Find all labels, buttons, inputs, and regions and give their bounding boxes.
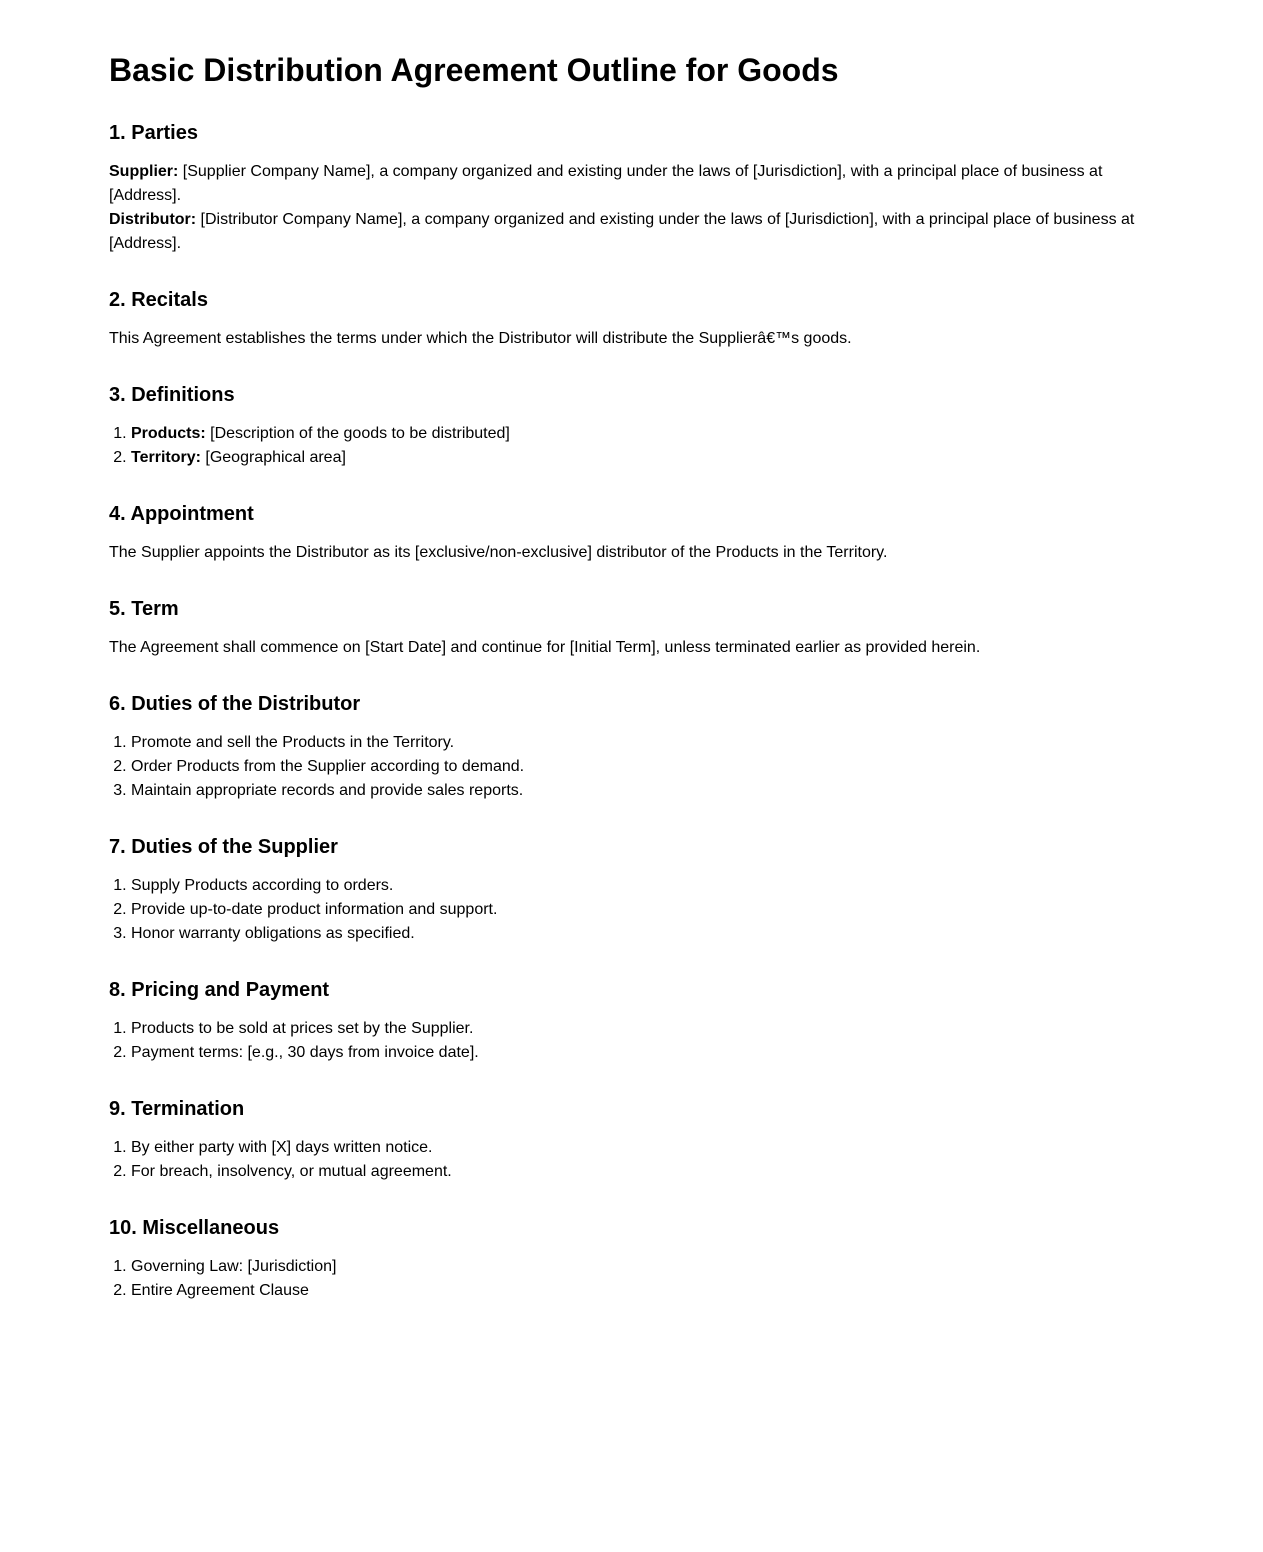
section-pricing — [109, 979, 1154, 1065]
section-supplier-duties — [109, 836, 1154, 946]
section-heading: 2. Recitals — [109, 289, 208, 311]
supplier-label: Supplier: — [109, 163, 179, 180]
section-miscellaneous — [109, 1217, 1154, 1300]
list-item: 2. Payment terms: [e.g., 30 days from invoice date]. — [131, 1041, 1154, 1065]
definition-term: Territory: — [131, 449, 201, 466]
supplier-duties-list — [109, 874, 1154, 946]
section-heading: 3. Definitions — [109, 384, 235, 406]
list-item: 3. Honor warranty obligations as specified. — [131, 922, 1154, 946]
list-item: 1. By either party with [X] days written notice. — [131, 1136, 1154, 1160]
recitals-text: This Agreement establishes the terms under which the Distributor will distribute the Supplierâ€™s goods. — [109, 330, 852, 347]
section-distributor-duties — [109, 693, 1154, 803]
term-text: The Agreement shall commence on [Start Date] and continue for [Initial Term], unless terminated earlier as provided herein. — [109, 639, 981, 656]
definition-text: [Description of the goods to be distributed] — [205, 425, 510, 442]
section-termination — [109, 1098, 1154, 1184]
section-heading: 9. Termination — [109, 1098, 245, 1120]
section-recitals — [109, 289, 1154, 351]
appointment-text: The Supplier appoints the Distributor as its [exclusive/non-exclusive] distributor of the Products in the Territory. — [109, 544, 888, 561]
list-item: 3. Maintain appropriate records and provide sales reports. — [131, 779, 1154, 803]
termination-list — [109, 1136, 1154, 1184]
distributor-text: [Distributor Company Name], a company organized and existing under the laws of [Jurisdiction], with a principal place of business at [Address]. — [109, 211, 1135, 252]
section-heading: 6. Duties of the Distributor — [109, 693, 361, 715]
distributor-label: Distributor: — [109, 211, 197, 228]
section-heading: 4. Appointment — [109, 503, 254, 525]
definitions-list — [109, 422, 1154, 470]
section-appointment — [109, 503, 1154, 565]
definition-term: Products: — [131, 425, 206, 442]
section-heading: 7. Duties of the Supplier — [109, 836, 338, 858]
list-item: 1. Promote and sell the Products in the Territory. — [131, 731, 1154, 755]
list-item — [131, 422, 1154, 446]
section-heading: 10. Miscellaneous — [109, 1217, 280, 1239]
definition-text: [Geographical area] — [200, 449, 346, 466]
section-parties — [109, 122, 1154, 256]
miscellaneous-list — [109, 1255, 1154, 1300]
section-heading: 5. Term — [109, 598, 179, 620]
section-heading: 8. Pricing and Payment — [109, 979, 330, 1001]
list-item: 2. Entire Agreement Clause — [131, 1279, 1154, 1300]
distributor-paragraph — [109, 208, 1154, 256]
section-definitions — [109, 384, 1154, 470]
document-title: Basic Distribution Agreement Outline for Goods — [109, 52, 839, 88]
supplier-paragraph — [109, 160, 1154, 208]
list-item: 2. Order Products from the Supplier according to demand. — [131, 755, 1154, 779]
distributor-duties-list — [109, 731, 1154, 803]
list-item: 1. Governing Law: [Jurisdiction] — [131, 1255, 1154, 1279]
supplier-text: [Supplier Company Name], a company organized and existing under the laws of [Jurisdiction], with a principal place of business at [Address]. — [109, 163, 1103, 204]
list-item — [131, 446, 1154, 470]
list-item: 2. Provide up-to-date product information and support. — [131, 898, 1154, 922]
list-item: 1. Supply Products according to orders. — [131, 874, 1154, 898]
document — [109, 0, 1154, 1300]
list-item: 1. Products to be sold at prices set by the Supplier. — [131, 1017, 1154, 1041]
list-item: 2. For breach, insolvency, or mutual agreement. — [131, 1160, 1154, 1184]
pricing-list — [109, 1017, 1154, 1065]
section-term — [109, 598, 1154, 660]
section-heading: 1. Parties — [109, 122, 198, 144]
